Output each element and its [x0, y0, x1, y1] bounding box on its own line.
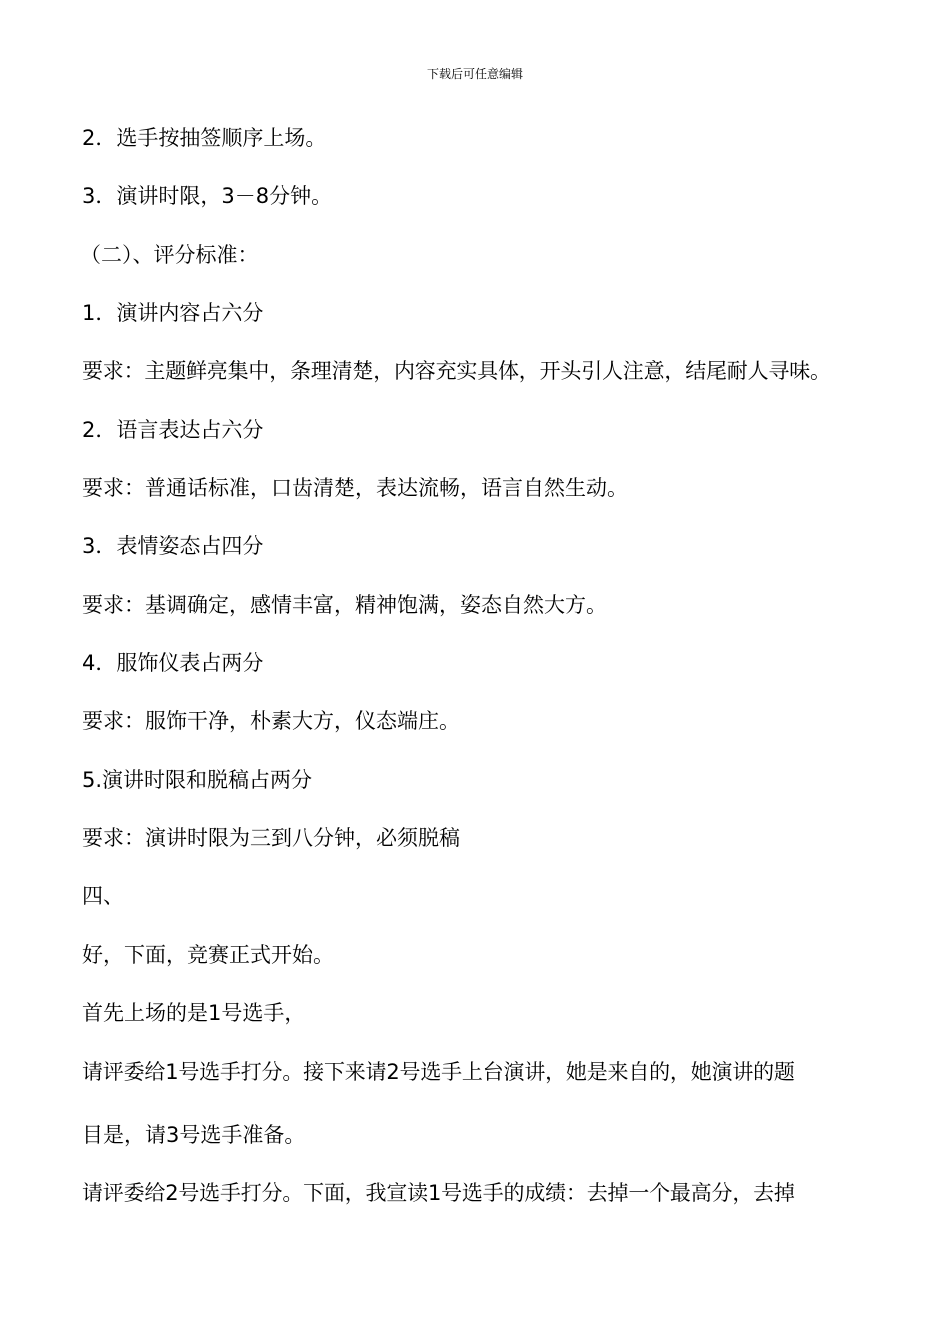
- criterion-heading: 3．表情姿态占四分: [82, 534, 264, 558]
- criterion-heading: 4．服饰仪表占两分: [82, 651, 264, 675]
- script-line: 好，下面，竞赛正式开始。: [82, 943, 334, 967]
- criterion-requirement: 要求：演讲时限为三到八分钟，必须脱稿: [82, 826, 460, 850]
- page-header: 下载后可任意编辑: [426, 67, 523, 81]
- script-line: 请评委给1号选手打分。接下来请2号选手上台演讲，她是来自的，她演讲的题: [82, 1060, 795, 1084]
- criterion-heading: 5.演讲时限和脱稿占两分: [82, 768, 313, 792]
- criterion-requirement: 要求：主题鲜亮集中，条理清楚，内容充实具体，开头引人注意，结尾耐人寻味。: [82, 359, 831, 383]
- criterion-requirement: 要求：普通话标准，口齿清楚，表达流畅，语言自然生动。: [82, 476, 628, 500]
- section-heading: （二）、评分标准：: [80, 243, 259, 267]
- script-line: 请评委给2号选手打分。下面，我宣读1号选手的成绩：去掉一个最高分，去掉: [82, 1181, 795, 1205]
- criterion-requirement: 要求：服饰干净，朴素大方，仪态端庄。: [82, 709, 460, 733]
- rule-line: 3．演讲时限，3－8分钟。: [82, 184, 333, 208]
- script-line: 首先上场的是1号选手，: [82, 1001, 306, 1025]
- criterion-heading: 2．语言表达占六分: [82, 418, 264, 442]
- criterion-heading: 1．演讲内容占六分: [82, 301, 264, 325]
- rule-line: 2．选手按抽签顺序上场。: [82, 126, 327, 150]
- criterion-requirement: 要求：基调确定，感情丰富，精神饱满，姿态自然大方。: [82, 593, 607, 617]
- section-heading: 四、: [82, 884, 124, 908]
- script-line: 目是，请3号选手准备。: [82, 1123, 306, 1147]
